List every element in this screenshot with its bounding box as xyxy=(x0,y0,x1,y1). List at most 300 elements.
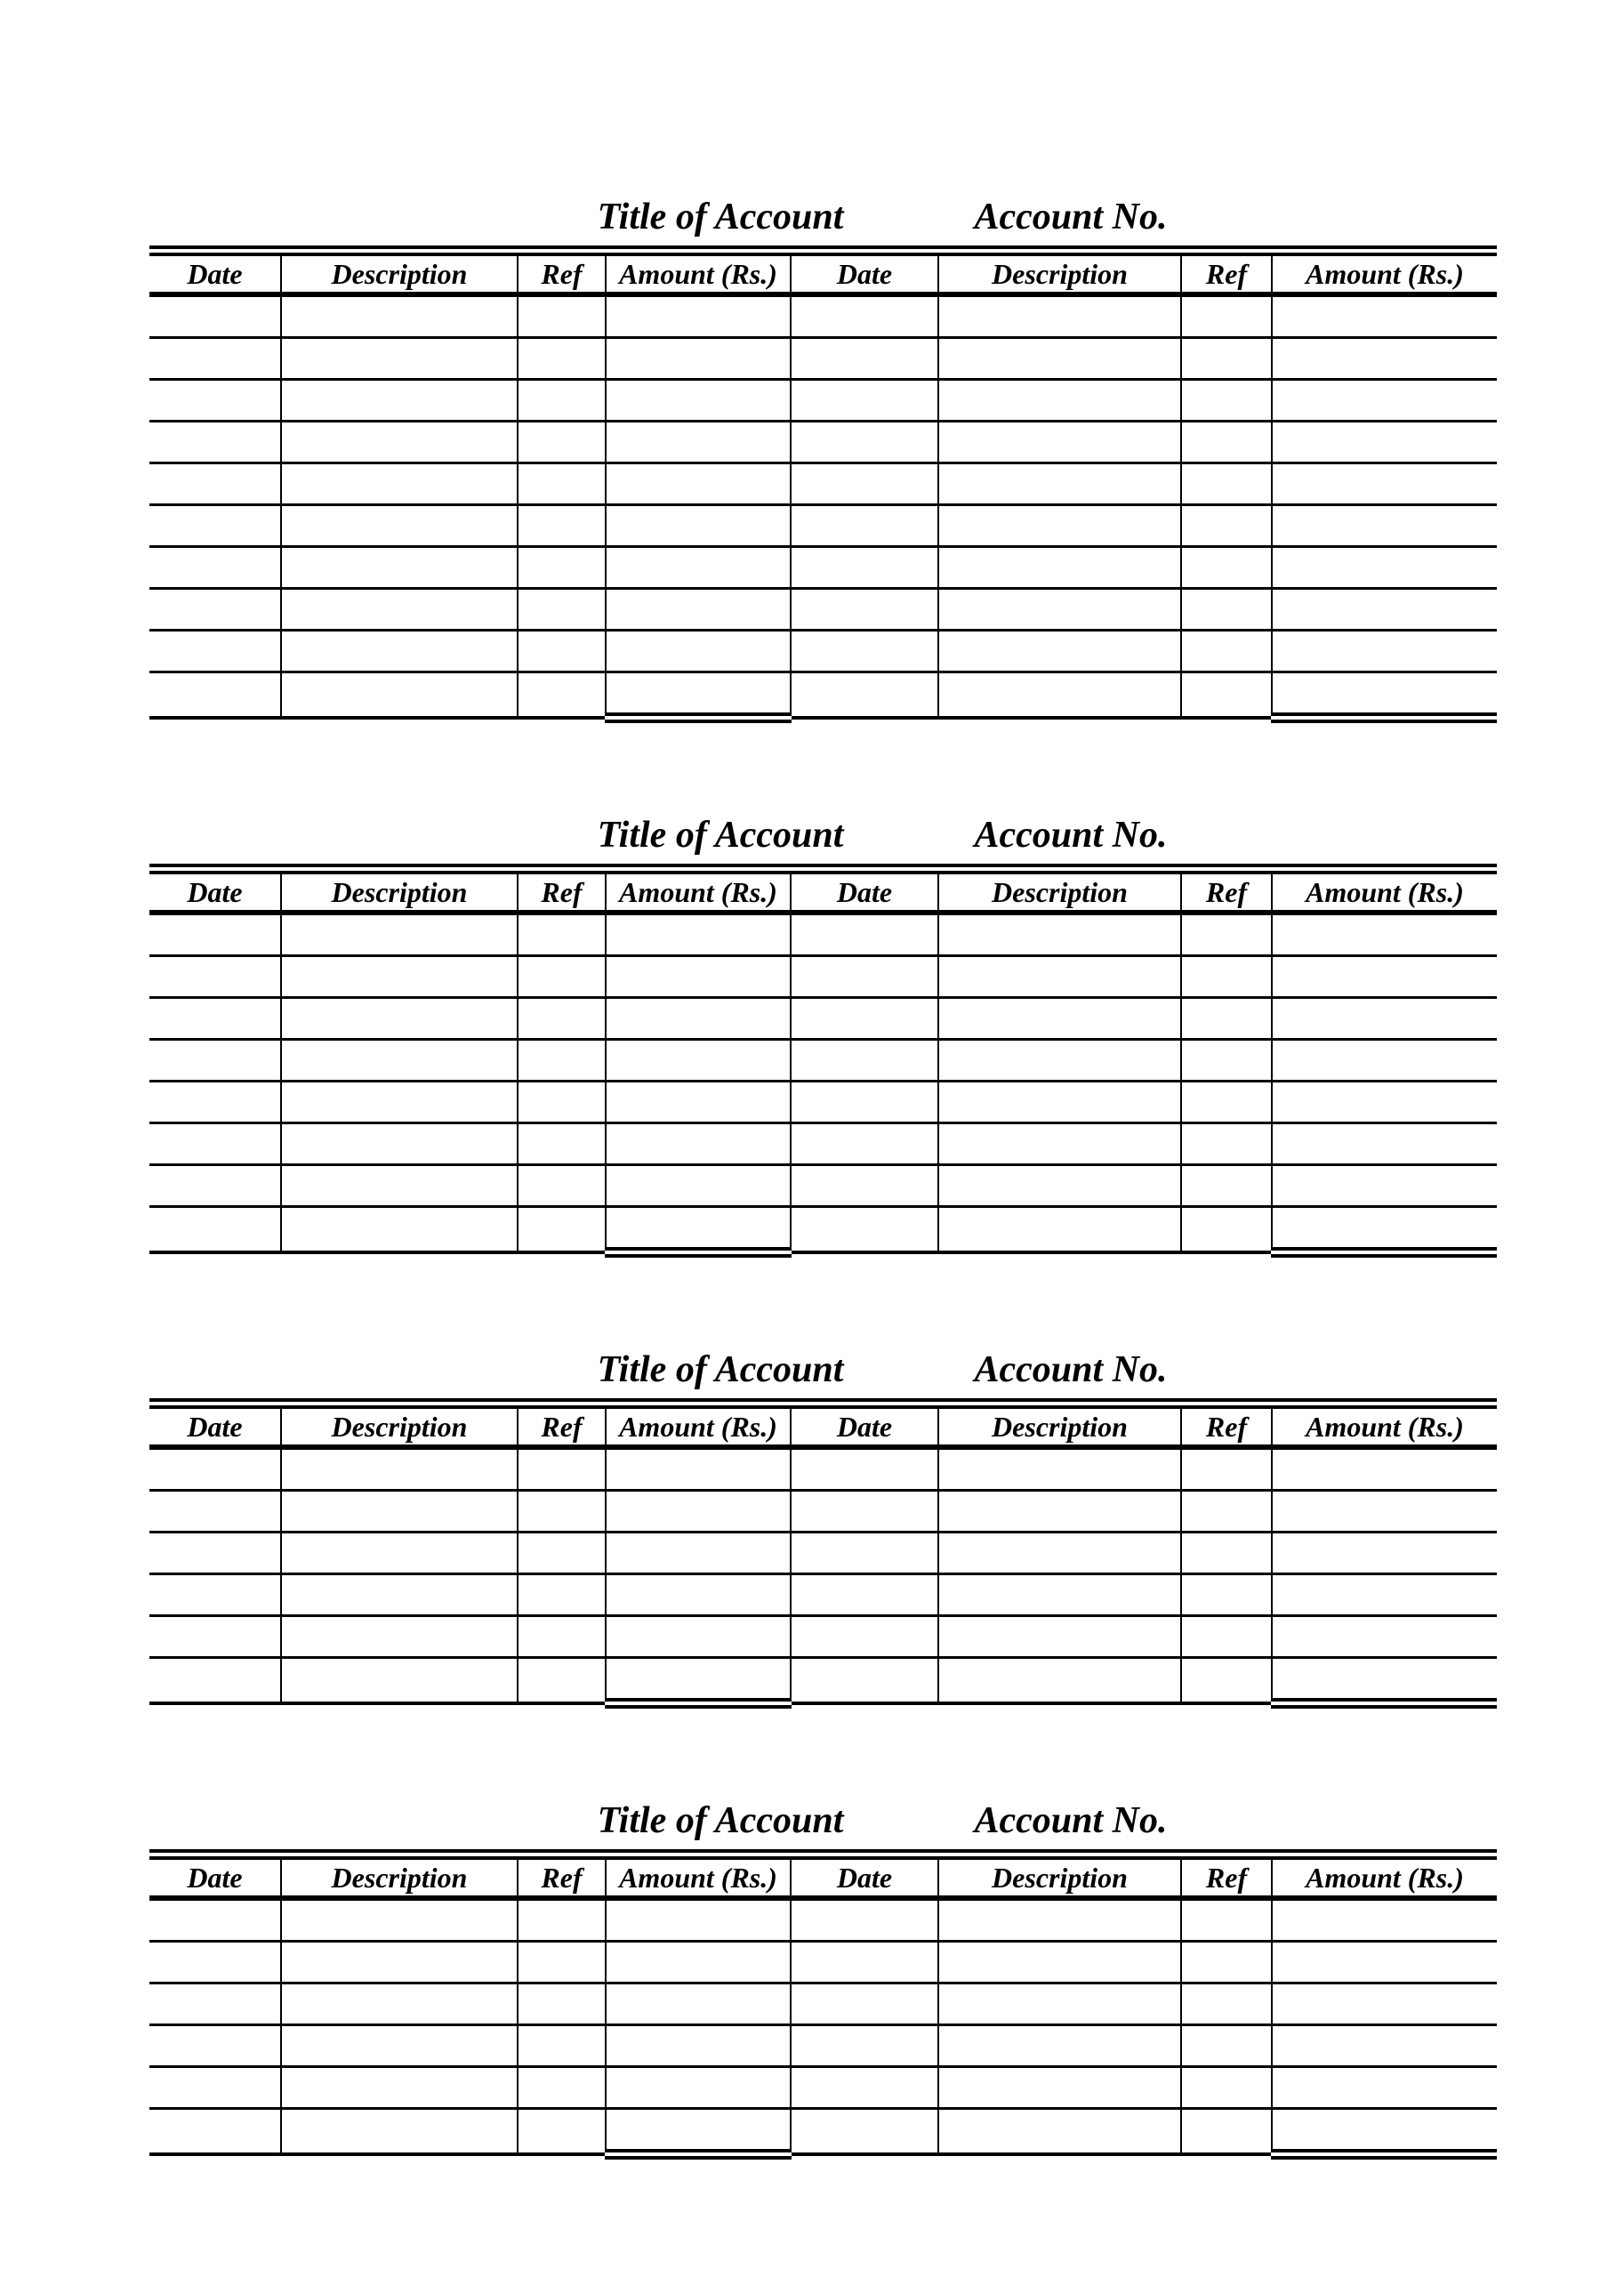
ledger-cell xyxy=(149,1942,281,1983)
ledger-cell xyxy=(518,1983,606,2025)
ledger-cell xyxy=(938,1207,1181,1253)
ledger-cell xyxy=(149,547,281,589)
ledger-grid-3 xyxy=(149,1398,1497,1709)
ledger-cell xyxy=(791,2067,938,2109)
ledger-row xyxy=(149,338,1497,380)
ledger-cell xyxy=(518,1123,606,1165)
ledger-cell xyxy=(606,1574,791,1616)
ledger-cell xyxy=(1181,2067,1272,2109)
ledger-cell xyxy=(1272,1533,1497,1574)
ledger-row xyxy=(149,547,1497,589)
title-of-account-label: Title of Account xyxy=(597,815,844,856)
ledger-cell xyxy=(281,956,518,998)
ledger-table-1 xyxy=(149,196,1497,723)
ledger-row xyxy=(149,913,1497,956)
ledger-cell xyxy=(149,380,281,422)
col-header-date-credit: Date xyxy=(791,1855,938,1898)
ledger-cell xyxy=(281,422,518,463)
col-header-date-debit: Date xyxy=(149,869,281,913)
ledger-cell xyxy=(149,913,281,956)
ledger-title-row xyxy=(149,1348,1497,1391)
ledger-cell xyxy=(791,1165,938,1207)
ledger-cell xyxy=(606,2109,791,2155)
ledger-cell xyxy=(791,1082,938,1123)
ledger-cell xyxy=(1272,547,1497,589)
ledger-cell xyxy=(518,463,606,505)
ledger-cell xyxy=(606,1082,791,1123)
ledger-cell xyxy=(606,1616,791,1658)
ledger-cell xyxy=(938,422,1181,463)
col-header-description-credit: Description xyxy=(938,251,1181,294)
ledger-cell xyxy=(1272,1658,1497,1704)
ledger-cell xyxy=(1272,1491,1497,1533)
ledger-cell xyxy=(938,1658,1181,1704)
ledger-cell xyxy=(149,1533,281,1574)
ledger-row xyxy=(149,1165,1497,1207)
col-header-ref-credit: Ref xyxy=(1181,251,1272,294)
ledger-cell xyxy=(149,956,281,998)
ledger-cell xyxy=(938,1491,1181,1533)
ledger-cell xyxy=(1181,2109,1272,2155)
ledger-cell xyxy=(1272,1574,1497,1616)
ledger-cell xyxy=(281,1123,518,1165)
ledger-cell xyxy=(149,338,281,380)
ledger-cell xyxy=(1272,1165,1497,1207)
ledger-cell xyxy=(149,2025,281,2067)
col-header-description-debit: Description xyxy=(281,1855,518,1898)
col-header-date-credit: Date xyxy=(791,251,938,294)
ledger-cell xyxy=(938,1616,1181,1658)
ledger-cell xyxy=(149,1898,281,1942)
ledger-cell xyxy=(1272,1082,1497,1123)
account-no-label: Account No. xyxy=(974,1800,1168,1841)
ledger-cell xyxy=(281,1447,518,1491)
ledger-cell xyxy=(281,631,518,672)
ledger-cell xyxy=(1272,913,1497,956)
ledger-row xyxy=(149,1942,1497,1983)
ledger-cell xyxy=(938,1942,1181,1983)
ledger-cell xyxy=(791,1658,938,1704)
ledger-row xyxy=(149,1447,1497,1491)
ledger-cell xyxy=(518,547,606,589)
ledger-cell xyxy=(1272,1616,1497,1658)
ledger-cell xyxy=(1272,1040,1497,1082)
ledger-grid-2 xyxy=(149,864,1497,1258)
ledger-cell xyxy=(791,1040,938,1082)
ledger-row xyxy=(149,463,1497,505)
ledger-cell xyxy=(281,380,518,422)
ledger-cell xyxy=(281,1658,518,1704)
ledger-cell xyxy=(1272,338,1497,380)
ledger-cell xyxy=(281,547,518,589)
ledger-cell xyxy=(606,631,791,672)
ledger-cell xyxy=(1181,956,1272,998)
ledger-cell xyxy=(281,2109,518,2155)
ledger-cell xyxy=(791,2025,938,2067)
ledger-cell xyxy=(281,1533,518,1574)
ledger-title-row xyxy=(149,1799,1497,1842)
ledger-cell xyxy=(938,1533,1181,1574)
ledger-row xyxy=(149,956,1497,998)
ledger-cell xyxy=(791,380,938,422)
ledger-cell xyxy=(791,1574,938,1616)
ledger-cell xyxy=(149,1207,281,1253)
ledger-cell xyxy=(1272,1207,1497,1253)
ledger-cell xyxy=(938,631,1181,672)
ledger-cell xyxy=(1181,672,1272,719)
ledger-cell xyxy=(606,1123,791,1165)
ledger-cell xyxy=(281,672,518,719)
header-row xyxy=(149,869,1497,913)
ledger-cell xyxy=(791,1123,938,1165)
ledger-cell xyxy=(1272,380,1497,422)
ledger-cell xyxy=(791,1616,938,1658)
ledger-title-row xyxy=(149,196,1497,238)
ledger-cell xyxy=(606,956,791,998)
header-row xyxy=(149,1404,1497,1447)
ledger-row xyxy=(149,1040,1497,1082)
ledger-cell xyxy=(518,1082,606,1123)
ledger-grid-1 xyxy=(149,245,1497,723)
ledger-cell xyxy=(281,913,518,956)
ledger-cell xyxy=(1181,1447,1272,1491)
col-header-amount-credit: Amount (Rs.) xyxy=(1272,1855,1497,1898)
ledger-cell xyxy=(606,2067,791,2109)
ledger-cell xyxy=(1272,998,1497,1040)
ledger-cell xyxy=(606,998,791,1040)
ledger-cell xyxy=(938,913,1181,956)
col-header-amount-debit: Amount (Rs.) xyxy=(606,1855,791,1898)
ledger-cell xyxy=(606,1207,791,1253)
ledger-cell xyxy=(1181,380,1272,422)
ledger-row xyxy=(149,422,1497,463)
ledger-row xyxy=(149,1898,1497,1942)
ledger-cell xyxy=(791,463,938,505)
ledger-cell xyxy=(1272,294,1497,338)
ledger-cell xyxy=(1181,1123,1272,1165)
ledger-cell xyxy=(1181,1491,1272,1533)
ledger-row xyxy=(149,2067,1497,2109)
ledger-cell xyxy=(1272,1447,1497,1491)
col-header-description-debit: Description xyxy=(281,869,518,913)
ledger-cell xyxy=(606,1491,791,1533)
ledger-cell xyxy=(938,1983,1181,2025)
col-header-amount-credit: Amount (Rs.) xyxy=(1272,869,1497,913)
ledger-cell xyxy=(281,1898,518,1942)
ledger-cell xyxy=(149,1447,281,1491)
ledger-cell xyxy=(1181,1898,1272,1942)
ledger-cell xyxy=(791,547,938,589)
ledger-cell xyxy=(1272,631,1497,672)
ledger-cell xyxy=(1181,1040,1272,1082)
ledger-body-4 xyxy=(149,1898,1497,2154)
ledger-cell xyxy=(938,1447,1181,1491)
ledger-cell xyxy=(791,1533,938,1574)
ledger-cell xyxy=(1181,1533,1272,1574)
ledger-row xyxy=(149,1533,1497,1574)
col-header-date-debit: Date xyxy=(149,1404,281,1447)
ledger-cell xyxy=(1272,1983,1497,2025)
ledger-cell xyxy=(606,1658,791,1704)
ledger-cell xyxy=(1181,547,1272,589)
col-header-ref-credit: Ref xyxy=(1181,1855,1272,1898)
ledger-cell xyxy=(1272,672,1497,719)
ledger-cell xyxy=(518,380,606,422)
ledger-cell xyxy=(791,589,938,631)
ledger-cell xyxy=(1181,589,1272,631)
ledger-cell xyxy=(281,2025,518,2067)
ledger-cell xyxy=(938,1574,1181,1616)
ledger-cell xyxy=(518,505,606,547)
ledger-cell xyxy=(281,1082,518,1123)
ledger-cell xyxy=(149,1616,281,1658)
ledger-cell xyxy=(791,913,938,956)
ledger-cell xyxy=(791,338,938,380)
ledger-body-2 xyxy=(149,913,1497,1252)
ledger-cell xyxy=(1181,631,1272,672)
ledger-row xyxy=(149,589,1497,631)
ledger-cell xyxy=(606,589,791,631)
ledger-row xyxy=(149,998,1497,1040)
ledger-cell xyxy=(281,505,518,547)
ledger-cell xyxy=(791,1447,938,1491)
ledger-cell xyxy=(518,1898,606,1942)
ledger-cell xyxy=(938,2025,1181,2067)
ledger-row xyxy=(149,1658,1497,1704)
ledger-cell xyxy=(606,463,791,505)
ledger-cell xyxy=(1181,2025,1272,2067)
ledger-cell xyxy=(518,1658,606,1704)
account-no-label: Account No. xyxy=(974,1349,1168,1390)
ledger-row xyxy=(149,505,1497,547)
ledger-cell xyxy=(149,463,281,505)
ledger-cell xyxy=(791,2109,938,2155)
ledger-cell xyxy=(606,672,791,719)
ledger-cell xyxy=(518,1040,606,1082)
ledger-cell xyxy=(518,294,606,338)
ledger-cell xyxy=(791,1898,938,1942)
ledger-cell xyxy=(938,956,1181,998)
ledger-row xyxy=(149,1983,1497,2025)
ledger-cell xyxy=(938,1898,1181,1942)
ledger-grid-4 xyxy=(149,1849,1497,2160)
ledger-cell xyxy=(938,463,1181,505)
ledger-cell xyxy=(518,1616,606,1658)
ledger-cell xyxy=(938,1082,1181,1123)
ledger-cell xyxy=(606,1040,791,1082)
ledger-cell xyxy=(791,505,938,547)
ledger-cell xyxy=(281,998,518,1040)
ledger-cell xyxy=(606,1447,791,1491)
ledger-cell xyxy=(518,1165,606,1207)
ledger-cell xyxy=(606,505,791,547)
ledger-cell xyxy=(938,294,1181,338)
ledger-cell xyxy=(281,2067,518,2109)
ledger-cell xyxy=(149,422,281,463)
ledger-cell xyxy=(606,1898,791,1942)
col-header-ref-credit: Ref xyxy=(1181,1404,1272,1447)
ledger-cell xyxy=(518,913,606,956)
ledger-row xyxy=(149,672,1497,719)
ledger-cell xyxy=(518,1207,606,1253)
ledger-cell xyxy=(606,1942,791,1983)
ledger-cell xyxy=(149,589,281,631)
ledger-cell xyxy=(281,589,518,631)
ledger-cell xyxy=(606,547,791,589)
ledger-cell xyxy=(1272,422,1497,463)
ledger-cell xyxy=(518,2025,606,2067)
ledger-cell xyxy=(281,1165,518,1207)
ledger-row xyxy=(149,1616,1497,1658)
ledger-row xyxy=(149,1491,1497,1533)
ledger-cell xyxy=(938,589,1181,631)
ledger-cell xyxy=(938,1165,1181,1207)
ledger-cell xyxy=(1272,505,1497,547)
ledger-cell xyxy=(1181,1207,1272,1253)
ledger-cell xyxy=(938,547,1181,589)
ledger-cell xyxy=(1272,956,1497,998)
ledger-cell xyxy=(1181,1616,1272,1658)
ledger-cell xyxy=(606,338,791,380)
ledger-cell xyxy=(149,294,281,338)
ledger-cell xyxy=(281,1574,518,1616)
ledger-cell xyxy=(149,2109,281,2155)
ledger-cell xyxy=(1272,2109,1497,2155)
ledger-cell xyxy=(281,1983,518,2025)
ledger-cell xyxy=(791,1491,938,1533)
col-header-description-credit: Description xyxy=(938,1855,1181,1898)
ledger-cell xyxy=(1272,1123,1497,1165)
col-header-date-credit: Date xyxy=(791,1404,938,1447)
col-header-amount-debit: Amount (Rs.) xyxy=(606,1404,791,1447)
ledger-cell xyxy=(1181,913,1272,956)
ledger-cell xyxy=(1181,505,1272,547)
ledger-cell xyxy=(1272,2067,1497,2109)
col-header-amount-debit: Amount (Rs.) xyxy=(606,251,791,294)
ledger-cell xyxy=(518,1574,606,1616)
ledger-cell xyxy=(1272,589,1497,631)
ledger-cell xyxy=(518,956,606,998)
col-header-description-debit: Description xyxy=(281,251,518,294)
ledger-cell xyxy=(518,1942,606,1983)
ledger-cell xyxy=(149,1574,281,1616)
ledger-cell xyxy=(518,422,606,463)
ledger-cell xyxy=(1181,998,1272,1040)
ledger-row xyxy=(149,1123,1497,1165)
ledger-cell xyxy=(149,1165,281,1207)
ledger-cell xyxy=(518,1447,606,1491)
ledger-cell xyxy=(149,1491,281,1533)
ledger-cell xyxy=(518,2109,606,2155)
ledger-cell xyxy=(281,1040,518,1082)
ledger-row xyxy=(149,1207,1497,1253)
ledger-row xyxy=(149,1574,1497,1616)
ledger-cell xyxy=(149,1123,281,1165)
account-no-label: Account No. xyxy=(974,815,1168,856)
ledger-cell xyxy=(149,998,281,1040)
ledger-cell xyxy=(518,1533,606,1574)
col-header-date-credit: Date xyxy=(791,869,938,913)
ledger-body-3 xyxy=(149,1447,1497,1703)
ledger-cell xyxy=(606,422,791,463)
ledger-cell xyxy=(791,294,938,338)
ledger-cell xyxy=(281,338,518,380)
ledger-cell xyxy=(606,913,791,956)
ledger-cell xyxy=(281,1616,518,1658)
title-of-account-label: Title of Account xyxy=(597,1800,844,1841)
ledger-cell xyxy=(791,956,938,998)
ledger-cell xyxy=(518,2067,606,2109)
ledger-title-row xyxy=(149,814,1497,857)
ledger-row xyxy=(149,1082,1497,1123)
col-header-description-credit: Description xyxy=(938,1404,1181,1447)
ledger-cell xyxy=(938,672,1181,719)
ledger-cell xyxy=(938,505,1181,547)
ledger-cell xyxy=(1181,1574,1272,1616)
col-header-description-debit: Description xyxy=(281,1404,518,1447)
ledger-cell xyxy=(1181,1983,1272,2025)
ledger-cell xyxy=(606,1533,791,1574)
col-header-amount-debit: Amount (Rs.) xyxy=(606,869,791,913)
col-header-date-debit: Date xyxy=(149,1855,281,1898)
ledger-cell xyxy=(281,294,518,338)
ledger-row xyxy=(149,2025,1497,2067)
ledger-cell xyxy=(606,294,791,338)
ledger-cell xyxy=(518,338,606,380)
ledger-table-2 xyxy=(149,814,1497,1258)
ledger-cell xyxy=(938,380,1181,422)
header-row xyxy=(149,1855,1497,1898)
ledger-cell xyxy=(281,1207,518,1253)
ledger-cell xyxy=(518,631,606,672)
ledger-cell xyxy=(606,380,791,422)
ledger-cell xyxy=(1272,1898,1497,1942)
ledger-cell xyxy=(149,1658,281,1704)
ledger-cell xyxy=(938,1123,1181,1165)
account-no-label: Account No. xyxy=(974,197,1168,237)
header-row xyxy=(149,251,1497,294)
ledger-row xyxy=(149,2109,1497,2155)
ledger-cell xyxy=(1272,1942,1497,1983)
col-header-date-debit: Date xyxy=(149,251,281,294)
ledger-cell xyxy=(606,1983,791,2025)
col-header-amount-credit: Amount (Rs.) xyxy=(1272,251,1497,294)
ledger-cell xyxy=(791,672,938,719)
col-header-description-credit: Description xyxy=(938,869,1181,913)
title-of-account-label: Title of Account xyxy=(597,197,844,237)
ledger-cell xyxy=(149,1983,281,2025)
col-header-ref-debit: Ref xyxy=(518,251,606,294)
ledger-cell xyxy=(149,505,281,547)
ledger-cell xyxy=(606,2025,791,2067)
ledger-cell xyxy=(1181,1942,1272,1983)
ledger-cell xyxy=(791,1942,938,1983)
ledger-cell xyxy=(518,1491,606,1533)
ledger-cell xyxy=(938,998,1181,1040)
ledger-cell xyxy=(938,1040,1181,1082)
ledger-cell xyxy=(1272,2025,1497,2067)
ledger-cell xyxy=(281,1491,518,1533)
ledger-cell xyxy=(281,1942,518,1983)
ledger-cell xyxy=(1181,294,1272,338)
ledger-cell xyxy=(938,338,1181,380)
ledger-cell xyxy=(606,1165,791,1207)
ledger-cell xyxy=(938,2109,1181,2155)
col-header-amount-credit: Amount (Rs.) xyxy=(1272,1404,1497,1447)
ledger-cell xyxy=(1272,463,1497,505)
col-header-ref-credit: Ref xyxy=(1181,869,1272,913)
ledger-row xyxy=(149,631,1497,672)
